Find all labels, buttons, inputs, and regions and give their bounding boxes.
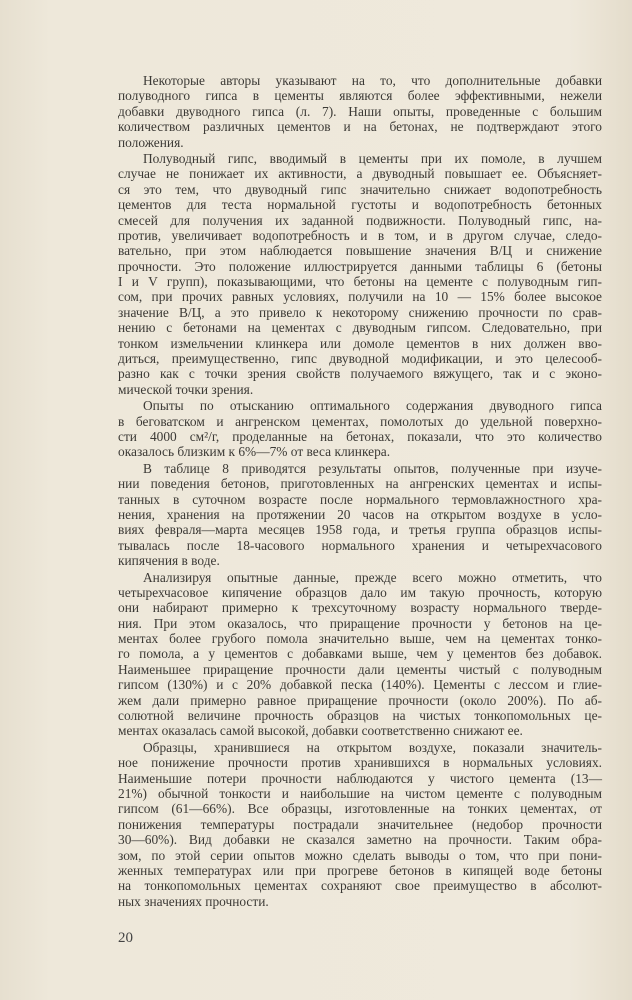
text-line: они набирают примерно к трехсуточному возрасту нормального тверде- [118,600,602,616]
text-line: смесей для получения их заданной подвижности. Полуводный гипс, на- [118,212,602,228]
text-line: тонком измельчении клинкера или домоле цементов в них должен вво- [118,335,602,351]
text-line: разно как с точки зрения свойств получаемого вяжущего, так и с эконо- [118,366,602,382]
text-line: ное понижение прочности против хранившихся в нормальных условиях. [118,755,602,771]
text-line: женных температурах или при прогреве бетонов в кипящей воде бетоны [118,862,602,878]
text-line: четырехчасовое кипячение образцов дало им такую прочность, которую [118,584,602,600]
paragraph [118,151,602,397]
text-line: в беговатском и ангренском цементах, помолотых до удельной поверхно- [118,413,602,429]
text-line: виях февраля—марта месяцев 1958 года, и третья группа образцов испы- [118,522,602,538]
text-line: ся это тем, что двуводный гипс значительно снижает водопотребность [118,181,602,197]
text-line: ментах более грубого помола значительно выше, чем на цементах тонко- [118,631,602,647]
body-text [118,73,602,910]
text-line: вательно, при этом наблюдается повышение значения В/Ц и снижение [118,243,602,259]
text-line: положения. [118,134,184,150]
text-line: сом, при прочих равных условиях, получили на 10 — 15% более высокое [118,289,602,305]
text-line: I и V групп), показывающими, что бетоны на цементе с полуводным гип- [118,274,602,290]
text-line: танных в суточном возрасте после нормального термовлажностного хра- [118,491,602,507]
paragraph [118,740,602,909]
text-line: прочности. Это положение иллюстрируется данными таблицы 6 (бетоны [118,258,602,274]
text-line: на тонкопомольных цементах сохраняют свое преимущество в абсолют- [118,878,602,894]
text-line: ния. При этом оказалось, что приращение прочности у бетонов на це- [118,615,602,631]
paragraph [118,73,602,150]
paragraph [118,398,602,460]
text-line: мической точки зрения. [118,381,254,397]
text-line: сти 4000 см²/г, проделанные на бетонах, показали, что это количество [118,428,602,444]
text-line: Некоторые авторы указывают на то, что дополнительные добавки [143,73,602,88]
page-number: 20 [118,930,133,946]
text-line: Образцы, хранившиеся на открытом воздухе, показали значитель- [143,739,602,755]
text-line: ных значениях прочности. [118,893,269,909]
text-line: цементов для теста нормальной густоты и водопотребность бетонных [118,197,602,213]
text-line: значение В/Ц, а это привело к некоторому снижению прочности по срав- [118,304,602,320]
text-line: Опыты по отысканию оптимального содержания двуводного гипса [143,398,602,414]
text-line: жем дали примерно равное приращение прочности (около 200%). По аб- [118,692,602,708]
text-line: нения, хранения на протяжении 20 часов на открытом воздухе в усло- [118,506,602,522]
text-line: нии поведения бетонов, приготовленных на ангренских цементах и испы- [118,476,602,492]
text-line: количеством различных цементов и на бетонах, не подтверждают этого [118,119,602,135]
text-line: ментах оказалась самой высокой, добавки соответственно снижают ее. [118,723,523,739]
text-line: понижения температуры пострадали значительнее (недобор прочности [118,816,602,832]
paragraph [118,570,602,739]
text-line: гипсом (130%) и с 20% добавкой песка (140%). Цементы с лессом и глие- [118,677,602,693]
text-line: Наименьшее приращение прочности дали цементы чистый с полуводным [118,661,602,677]
text-line: 21%) обычной тонкости и наибольшие на чистом цементе с полуводным [118,785,602,801]
text-line: случае не понижает их активности, а двуводный повышает ее. Объясняет- [118,166,602,182]
paragraph [118,461,602,569]
text-line: Анализируя опытные данные, прежде всего можно отметить, что [143,569,602,585]
text-line: 30—60%). Вид добавки не сказался заметно на прочности. Таким обра- [118,832,602,848]
text-line: диться, преимущественно, гипс двуводной модификации, и это целесооб- [118,351,602,367]
text-line: против, увеличивает водопотребность и в том, и в другом случае, следо- [118,227,602,243]
text-line: зом, по этой серии опытов можно сделать выводы о том, что при пони- [118,847,602,863]
text-line: Наименьшие потери прочности наблюдаются у чистого цемента (13— [118,770,602,786]
text-line: тывалась после 18-часового нормального хранения и четырехчасового [118,537,602,553]
text-line: Полуводный гипс, вводимый в цементы при их помоле, в лучшем [143,150,602,166]
text-line: оказалось близким к 6%—7% от веса клинкера. [118,444,391,460]
text-line: гипсом (61—66%). Все образцы, изготовленные на тонких цементах, от [118,801,602,817]
text-line: добавки двуводного гипса (л. 7). Наши опыты, проведенные с большим [118,103,602,119]
text-line: В таблице 8 приводятся результаты опытов, полученные при изуче- [143,460,602,476]
text-line: кипячения в воде. [118,553,220,569]
text-line: солютной величине прочность образцов на чистых тонкопомольных це- [118,708,602,724]
text-line: полуводного гипса в цементы являются более эффективными, нежели [118,88,602,104]
text-line: нению с бетонами на цементах с двуводным гипсом. Следовательно, при [118,320,602,336]
text-line: го помола, а у цементов с добавками выше, чем у цементов без добавок. [118,646,602,662]
